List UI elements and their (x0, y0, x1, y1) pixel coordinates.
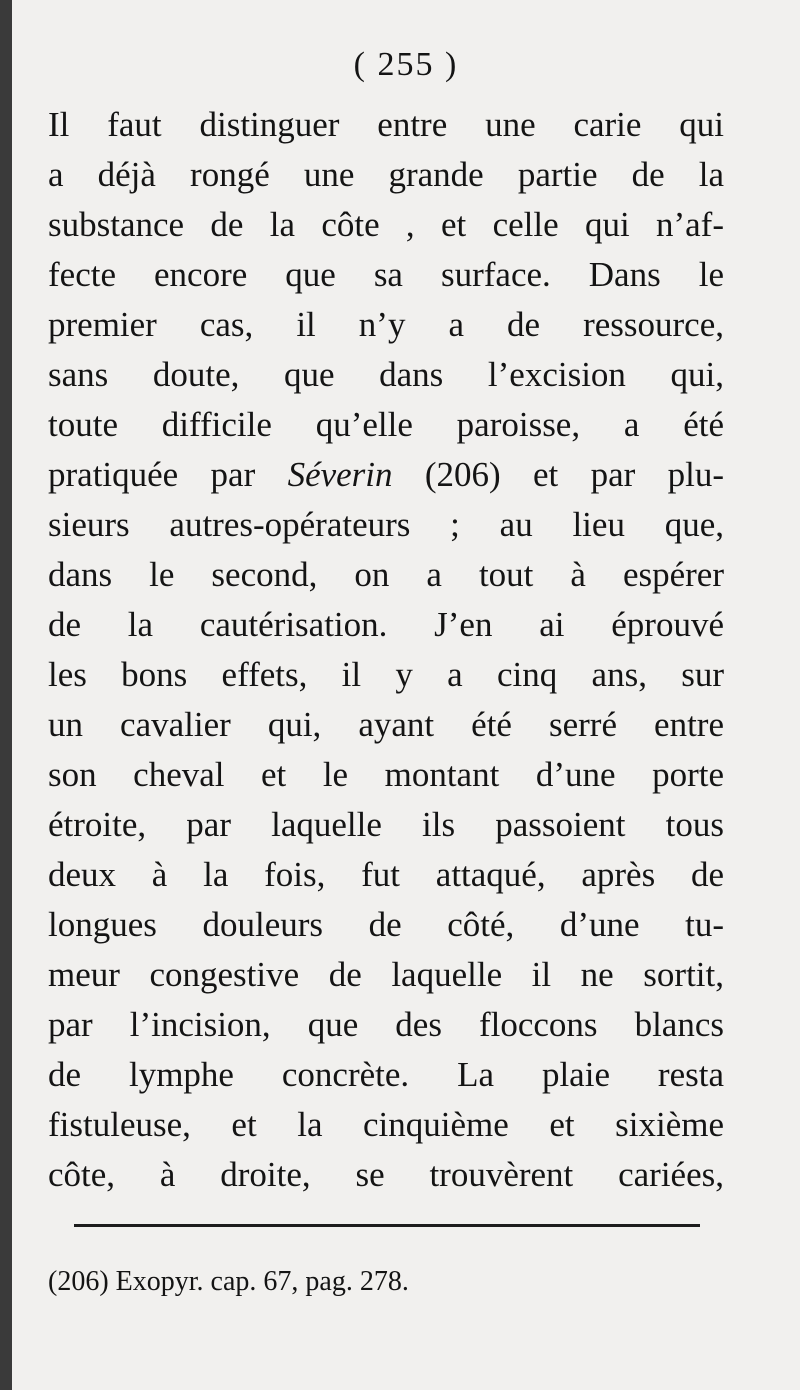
text-line: son cheval et le montant d’une porte (48, 755, 724, 794)
footnote: (206) Exopyr. cap. 67, pag. 278. (48, 1266, 409, 1297)
page-gutter (0, 0, 12, 1390)
text-line: par l’incision, que des floccons blancs (48, 1005, 724, 1044)
text-line: fecte encore que sa surface. Dans le (48, 255, 724, 294)
text-line: premier cas, il n’y a de ressource, (48, 305, 724, 344)
text-line: sans doute, que dans l’excision qui, (48, 355, 724, 394)
text-line: Il faut distinguer entre une carie qui (48, 105, 724, 144)
page-number: ( 255 ) (353, 46, 459, 83)
italic-name: Séverin (287, 455, 393, 494)
text-line: côte, à droite, se trouvèrent cariées, (48, 1155, 724, 1194)
text-line: sieurs autres-opérateurs ; au lieu que, (48, 505, 724, 544)
text-line: dans le second, on a tout à espérer (48, 555, 724, 594)
text-line: de lymphe concrète. La plaie resta (48, 1055, 724, 1094)
text-line: un cavalier qui, ayant été serré entre (48, 705, 724, 744)
body-text (48, 100, 724, 1200)
footnote-rule (74, 1224, 700, 1227)
text-line: a déjà rongé une grande partie de la (48, 155, 724, 194)
text-line: deux à la fois, fut attaqué, après de (48, 855, 724, 894)
text-line: pratiquée par Séverin (206) et par plu- (48, 455, 725, 494)
text-line: fistuleuse, et la cinquième et sixième (48, 1105, 724, 1144)
text-line: les bons effets, il y a cinq ans, sur (48, 655, 724, 694)
text-line: meur congestive de laquelle il ne sortit, (48, 955, 724, 994)
text-line: longues douleurs de côté, d’une tu- (48, 905, 724, 944)
text-line: étroite, par laquelle ils passoient tous (48, 805, 724, 844)
book-page (12, 0, 800, 1390)
text-line: de la cautérisation. J’en ai éprouvé (48, 605, 724, 644)
text-line: substance de la côte , et celle qui n’af- (48, 205, 724, 244)
text-line: toute difficile qu’elle paroisse, a été (48, 405, 724, 444)
